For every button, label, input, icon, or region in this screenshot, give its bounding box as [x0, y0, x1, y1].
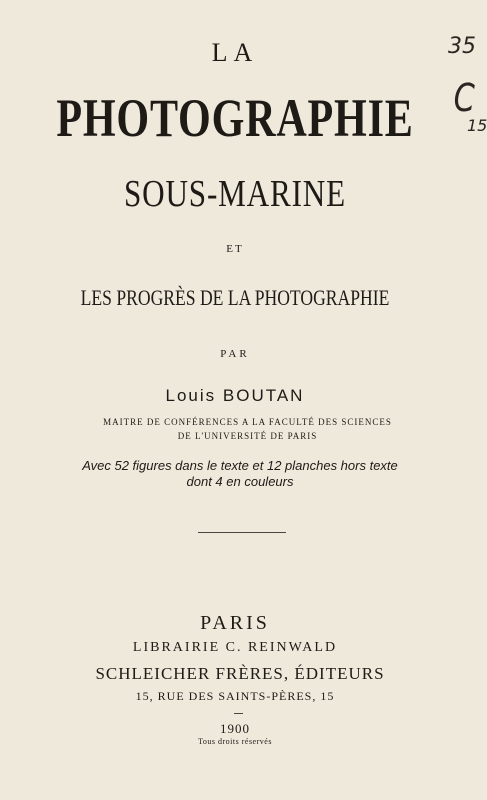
title-main: PHOTOGRAPHIE	[56, 88, 414, 148]
author-affiliation-line2: DE L'UNIVERSITÉ DE PARIS	[177, 431, 318, 441]
title-second: LES PROGRÈS DE LA PHOTOGRAPHIE	[80, 285, 390, 310]
handwritten-note-top: 35	[448, 34, 476, 59]
imprint-year: 1900	[220, 721, 250, 736]
imprint-publisher-2: SCHLEICHER FRÈRES, ÉDITEURS	[95, 664, 385, 683]
author-name: Louis BOUTAN	[165, 386, 305, 405]
year-dash	[234, 713, 243, 714]
imprint-publisher-1: LIBRAIRIE C. REINWALD	[132, 640, 338, 655]
imprint-city: PARIS	[200, 612, 270, 634]
author-affiliation-line1: MAITRE DE CONFÉRENCES A LA FACULTÉ DES SCIENCES	[103, 417, 392, 427]
figures-note-line1: Avec 52 figures dans le texte et 12 planches hors texte	[82, 458, 398, 473]
title-subtitle: SOUS-MARINE	[124, 173, 346, 215]
title-article: LA	[211, 38, 259, 67]
separator-rule	[198, 532, 286, 533]
byline-par: PAR	[220, 348, 250, 360]
title-conjunction: ET	[226, 243, 244, 255]
imprint-rights: Tous droits réservés	[198, 737, 272, 746]
handwritten-note-middle: C	[453, 76, 475, 120]
figures-note-line2: dont 4 en couleurs	[186, 474, 294, 489]
imprint-address: 15, RUE DES SAINTS-PÈRES, 15	[135, 689, 335, 703]
handwritten-note-bottom: 15	[467, 116, 487, 135]
